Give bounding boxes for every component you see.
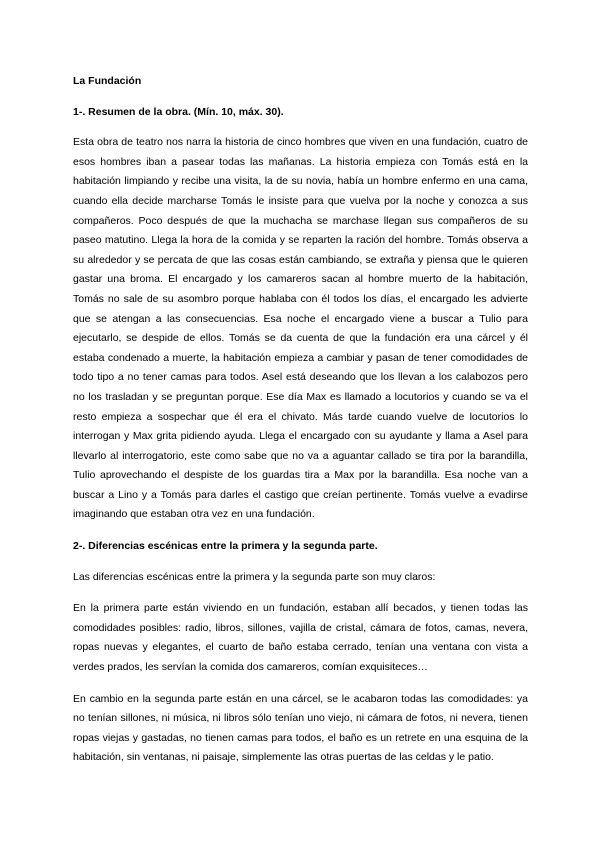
section-2-intro-paragraph: Las diferencias escénicas entre la primera y la segunda parte son muy claros: xyxy=(73,570,436,583)
document-title: La Fundación xyxy=(73,75,142,87)
section-2-heading: 2-. Diferencias escénicas entre la primera y la segunda parte. xyxy=(73,540,378,553)
section-1-heading: 1-. Resumen de la obra. (Mín. 10, máx. 30). xyxy=(73,105,284,118)
document-content xyxy=(73,72,528,780)
section-2-first-part-paragraph: En la primera parte están viviendo en un fundación, estaban allí becados, y tienen todas las comodidades posibles: radio, libros, sillones, vajilla de cristal, cámara de fotos, camas, nevera, ropas nuevas y elegantes, el cuarto de baño estaba cerrado, tenían una ventana con vista a verdes prados, les servían la comida dos camareros, comían exquisiteces… xyxy=(73,602,528,674)
section-1-paragraph: Esta obra de teatro nos narra la historia de cinco hombres que viven en una fundación, cuatro de esos hombres iban a pasear todas las mañanas. La historia empieza con Tomás está en la habitación limpiando y recibe una visita, la de su novia, había un hombre enfermo en una cama, cuando ella decide marcharse Tomás le insiste para que vuelva por la noche y conozca a sus compañeros. Poco después de que la muchacha se marchase llegan sus compañeros de su paseo matutino. Llega la hora de la comida y se reparten la ración del hombre. Tomás observa a su alrededor y se percata de que las cosas están cambiando, se extraña y piensa que le quieren gastar una broma. El encargado y los camareros sacan al hombre muerto de la habitación, Tomás no sale de su asombro porque hablaba con él todos los días, el encargado les advierte que se atengan a las consecuencias. Esa noche el encargado viene a buscar a Tulio para ejecutarlo, se despide de ellos. Tomás se da cuenta de que la fundación era una cárcel y él estaba condenado a muerte, la habitación empieza a cambiar y pasan de tener comodidades de todo tipo a no tener camas para todos. Asel está deseando que los llevan a los calabozos pero no los trasladan y se preguntan porque. Ese día Max es llamado a locutorios y cuando se va el resto empieza a sospechar que él era el chivato. Más tarde cuando vuelve de locutorios lo interrogan y Max grita pidiendo ayuda. Llega el encargado con su ayudante y llama a Asel para llevarlo al interrogatorio, este como sabe que no va a aguantar callado se tira por la barandilla, Tulio aprovechando el despiste de los guardas tira a Max por la barandilla. Esa noche van a buscar a Lino y a Tomás para darles el castigo que creían pertinente. Tomás vuelve a evadirse imaginando que estaban otra vez en una fundación. xyxy=(73,136,528,521)
section-2-second-part-paragraph: En cambio en la segunda parte están en una cárcel, se le acabaron todas las comodidades: ya no tenían sillones, ni música, ni libros sólo tenían uno viejo, ni cámara de fotos, ni nevera, tienen ropas viejas y gastadas, no tienen camas para todos, el baño es un retrete en una esquina de la habitación, sin ventanas, ni paisaje, simplemente las otras puertas de las celdas y le patio. xyxy=(73,692,528,764)
